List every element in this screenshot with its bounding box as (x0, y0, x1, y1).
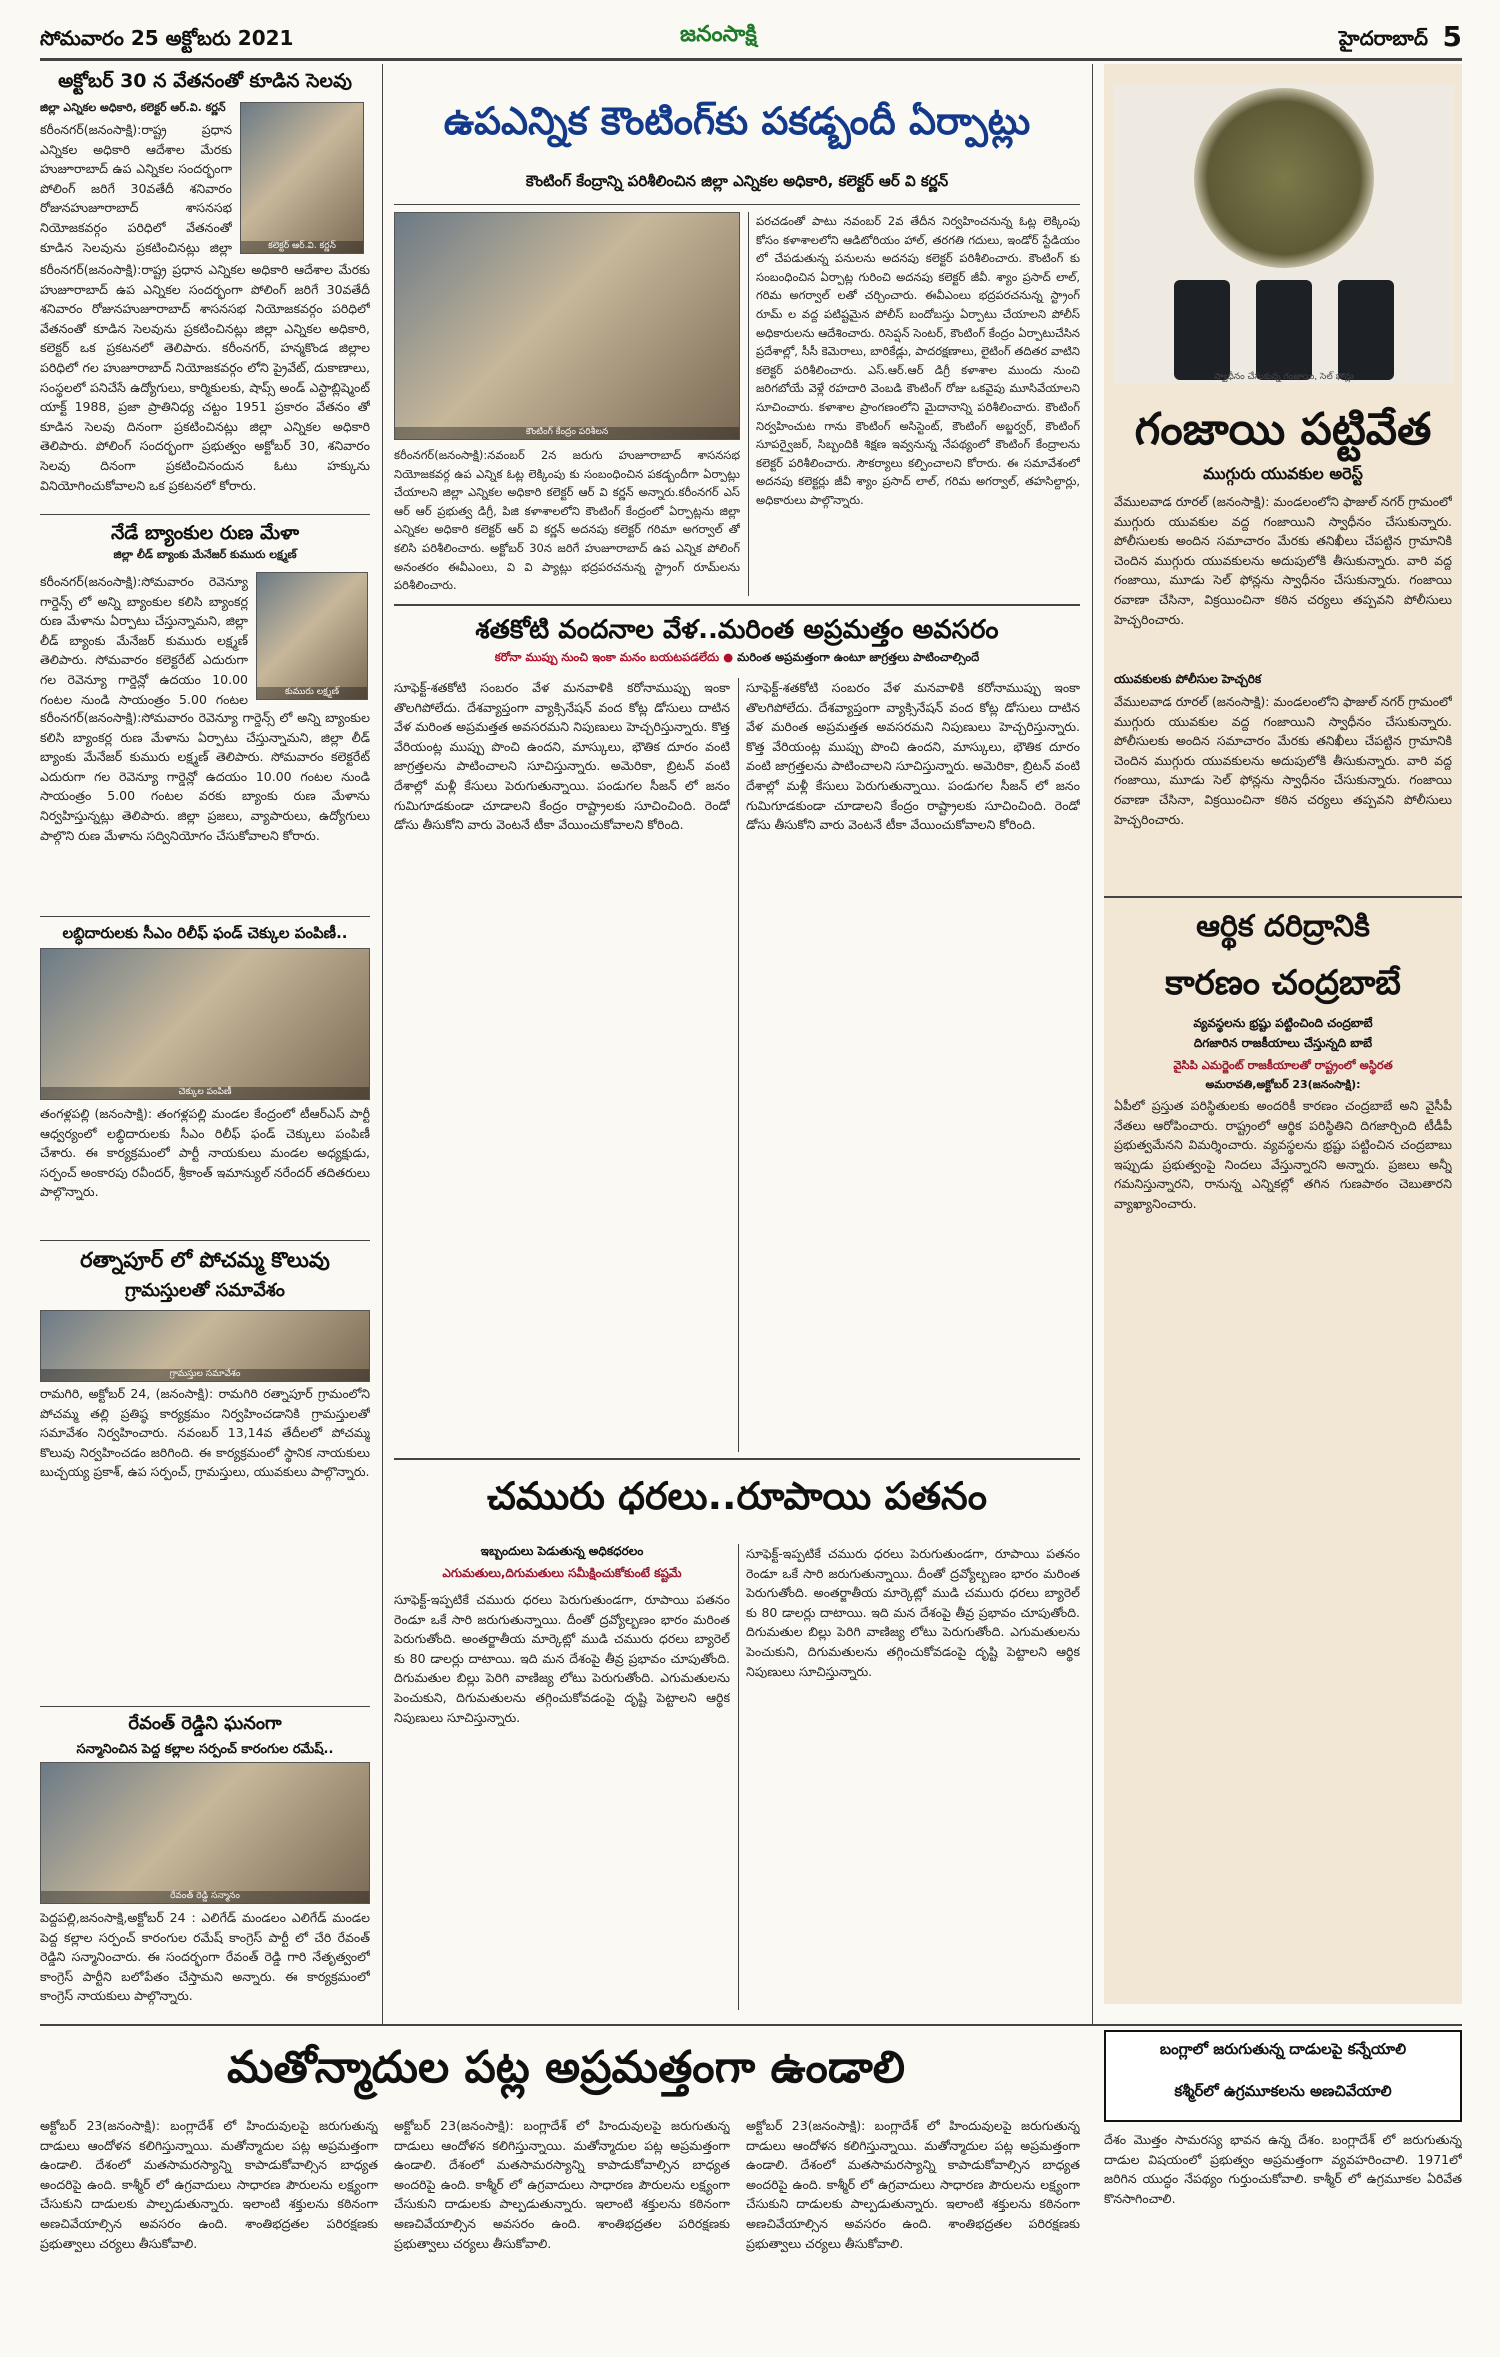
bottom-body-col2: అక్టోబర్ 23(జనంసాక్షి): బంగ్లాదేశ్ లో హిందువులపై జరుగుతున్న దాడులు ఆందోళన కలిగిస్తున్నాయి. మతోన్మాదుల పట్ల అప్రమత్తంగా ఉండాలి. దేశంలో మతసామరస్యాన్ని కాపాడుకోవాల్సిన బాధ్యత అందరిపై ఉంది. కాశ్మీర్ లో ఉగ్రవాదులు సాధారణ పౌరులను లక్ష్యంగా చేసుకుని దాడులకు పాల్పడుతున్నారు. ఇలాంటి శక్తులను కఠినంగా అణచివేయాల్సిన అవసరం ఉంది. శాంతిభద్రతల పరిరక్షణకు ప్రభుత్వాలు చర్యలు తీసుకోవాలి. (394, 2118, 730, 2251)
chandrababu-headline-1: ఆర్థిక దరిద్రానికి (1196, 909, 1370, 944)
page-header (40, 22, 1462, 56)
divider (1104, 896, 1462, 898)
chandrababu-byline: అమరావతి,అక్టోబర్ 23(జనంసాక్షి): (1205, 1078, 1361, 1091)
ganja-packet (1194, 88, 1374, 268)
main-headline: ఉపఎన్నిక కౌంటింగ్‌కు పకడ్బందీ ఏర్పాట్లు (443, 99, 1031, 143)
vaccine-deck-b: మరింత అప్రమత్తంగా ఉంటూ జాగ్రత్తలు పాటించాల్సిందే (737, 650, 980, 664)
holiday-headline: అక్టోబర్ 30 న వేతనంతో కూడిన సెలవు (58, 70, 352, 92)
vaccine-body-col2: సూఫెక్ట్-శతకోటి సంబరం వేళ మనవాళికి కరోనాముప్పు ఇంకా తొలగిపోలేదు. దేశవ్యాప్తంగా వ్యాక్సినేషన్ వంద కోట్ల డోసులు దాటిన వేళ మరింత అప్రమత్తత అవసరమని నిపుణులు హెచ్చరిస్తున్నారు. కొత్త వేరియంట్ల ముప్పు పొంచి ఉందని, మాస్కులు, భౌతిక దూరం వంటి జాగ్రత్తలను పాటించాలని సూచిస్తున్నారు. అమెరికా, బ్రిటన్ వంటి దేశాల్లో మళ్లీ కేసులు పెరుగుతున్నాయి. పండుగల సీజన్ లో జనం గుమిగూడకుండా చూడాలని కేంద్రం రాష్ట్రాలకు సూచించింది. రెండో డోసు తీసుకోని వారు వెంటనే టీకా వేయించుకోవాలని కోరింది. (746, 680, 1080, 833)
cheques-photo (40, 948, 370, 1100)
column-rule (382, 64, 383, 2024)
ganja-note: యువకులకు పోలీసుల హెచ్చరిక (1114, 672, 1262, 686)
loan-mela-body: కరీంనగర్(జనంసాక్షి):సోమవారం రెవెన్యూ గార్డెన్స్ లో అన్ని బ్యాంకుల కలిసి బ్యాంకర్ల రుణ మేళాను ఏర్పాటు చేస్తున్నామని, జిల్లా లీడ్ బ్యాంకు మేనేజర్ కుమురు లక్ష్మణ్ తెలిపారు. సోమవారం కలెక్టరేట్ ఎదురుగా గల రెవెన్యూ గార్డెన్లో ఉదయం 10.00 గంటల నుండి సాయంత్రం 5.00 గంటల (40, 574, 248, 707)
main-body: పరచడంతో పాటు నవంబర్ 2వ తేదీన నిర్వహించనున్న ఓట్ల లెక్కింపు కోసం కళాశాలలోని ఆడిటోరియం హాల్, తరగతి గదులు, ఇండోర్ స్టేడియం లో చేపడుతున్న పనులను అదనపు కలెక్టర్ పరిశీలించారు. కౌంటింగ్ కు సంబంధించిన ఏర్పాట్ల గురించి అదనపు కలెక్టర్ జీవీ. శ్యాం ప్రసాద్ లాల్, గరిమ అగర్వాల్ లతో చర్చించారు. ఈవీఎంలు భద్రపరచనున్న స్ట్రాంగ్ రూమ్ ల వద్ద పటిష్టమైన పోలీస్ బందోబస్తు ఏర్పాటు చేయాలని పోలీస్ అధికారులను ఆదేశించారు. రిసెప్షన్ సెంటర్, కౌంటింగ్ కేంద్రం ఏర్పాటుచేసిన ప్రదేశాల్లో, సీసీ కెమెరాలు, బారికేడ్లు, పాదరక్షణాలు, లైటింగ్ తదితర వాటిని కలెక్టర్ పరిశీలించారు. ఎస్.ఆర్.ఆర్ డిగ్రీ కళాశాల ముందు నుంచి జరిగబోయే వెళ్లే రహదారి వెంబడి కౌంటింగ్ రోజు ఒకవైపు మూసివేయాలని సూచించారు. కళాశాల ప్రాంగణంలోని మైదానాన్ని పరిశీలించారు. కౌంటింగ్ నిర్వహించుట గాను కౌంటింగ్ అసిస్టెంట్, కౌంటింగ్ అబ్జర్వర్, కౌంటింగ్ సూపర్వైజర్, సిబ్బందికి శిక్షణ ఇవ్వనున్న నేపథ్యంలో కౌంటింగ్ కేంద్రాలను కలెక్టర్ పరిశీలించారు. సౌకర్యాలు కల్పించాలని కోరారు. ఈ సమావేశంలో అదనపు కలెక్టర్లు జీవీ శ్యాం ప్రసాద్ లాల్, గరిమ అగర్వాల్, తహసిల్దార్లు, అధికారులు పాల్గొన్నారు. (756, 214, 1080, 507)
ganja-photo-alt: స్వాధీనం చేసుకున్న గంజాయి, సెల్ ఫోన్లు (1214, 372, 1354, 382)
revanth-headline: రేవంత్ రెడ్డిని ఘనంగా (128, 1713, 282, 1734)
cellphone (1256, 280, 1312, 380)
collector-photo (240, 102, 364, 254)
ganja-body: వేములవాడ రూరల్ (జనంసాక్షి): మండలంలోని ఫాజుల్ నగర్ గ్రామంలో ముగ్గురు యువకుల వద్ద గంజాయిని స్వాధీనం చేసుకున్నారు. పోలీసులకు అందిన సమాచారం మేరకు తనిఖీలు చేపట్టిన గ్రామానికి చెందిన ముగ్గురు యువకులను అదుపులోకి తీసుకున్నారు. వారి వద్ద గంజాయి, మూడు సెల్ ఫోన్లను స్వాధీనం చేసుకున్నారు. గంజాయి రవాణా చేసినా, విక్రయించినా కఠిన చర్యలు తప్పవని పోలీసులు హెచ్చరించారు. (1114, 494, 1452, 627)
bottom-box-body: దేశం మొత్తం సామరస్య భావన ఉన్న దేశం. బంగ్లాదేశ్ లో జరుగుతున్న దాడుల విషయంలో ప్రభుత్వం అప్రమత్తంగా వ్యవహరించాలి. 1971లో జరిగిన యుద్ధం నేపథ్యం గుర్తుంచుకోవాలి. కాశ్మీర్ లో ఉగ్రమూకల ఏరివేత కొనసాగించాలి. (1104, 2132, 1462, 2206)
holiday-body-cont: కరీంనగర్(జనంసాక్షి):రాష్ట్ర ప్రధాన ఎన్నికల అధికారి ఆదేశాల మేరకు హుజూరాబాద్ ఉప ఎన్నికల సందర్భంగా పోలింగ్ జరిగే 30వతేదీ శనివారం రోజునహుజూరాబాద్ శాసనసభ నియోజకవర్గం పరిధిలో వేతనంతో కూడిన సెలవును ప్రకటించినట్లు జిల్లా ఎన్నికల అధికారి, కలెక్టర్ ఒక ప్రకటనలో తెలిపారు. కరీంనగర్, హన్మకొండ జిల్లాల పరిధిలో గల హుజూరాబాద్ నియోజకవర్గం లోని ప్రైవేట్, దుకాణాలు, సంస్థలలో పనిచేసే ఉద్యోగులు, కార్మికులకు, షాప్స్ అండ్ ఎస్టాబ్లిష్మెంట్ యాక్ట్ 1988, ప్రజా ప్రాతినిధ్య చట్టం 1951 ప్రకారం వేతనం తో కూడిన సెలవు దినంగా ప్రకటించినట్లు జిల్లా ఎన్నికల అధికారి తెలిపారు. పోలింగ్ సందర్భంగా ప్రభుత్వం అక్టోబర్ 30, శనివారం సెలవు దినంగా ప్రకటించినందున ఓటు హక్కును వినియోగించుకోవాలని ఒక ప్రకటనలో కోరారు. (40, 262, 370, 493)
revanth-subhead: సన్మానించిన పెద్ద కల్లాల సర్పంచ్ కారంగుల రమేష్.. (76, 1742, 334, 1757)
loan-mela-headline: నేడే బ్యాంకుల రుణ మేళా (110, 522, 300, 544)
revanth-photo-alt: రేవంత్ రెడ్డి సన్మానం (41, 1891, 369, 1903)
vaccine-deck-a: కరోనా ముప్పు నుంచి ఇంకా మనం బయటపడలేదు (494, 650, 720, 664)
bullet: ● (723, 650, 738, 664)
chandrababu-deck-2: దిగజారిన రాజకీయాలు చేస్తున్నది బాబే (1193, 1036, 1373, 1050)
counting-center-photo (394, 212, 740, 440)
divider (40, 1240, 370, 1241)
column-rule (748, 212, 749, 596)
oil-body-col2: సూఫెక్ట్-ఇప్పటికే చమురు ధరలు పెరుగుతుండగా, రూపాయి పతనం రెండూ ఒకే సారి జరుగుతున్నాయి. దీంతో ద్రవ్యోల్బణం భారం మరింత పెరుగుతోంది. అంతర్జాతీయ మార్కెట్లో ముడి చమురు ధరలు బ్యారెల్ కు 80 డాలర్లు దాటాయి. ఇది మన దేశంపై తీవ్ర ప్రభావం చూపుతోంది. దిగుమతుల బిల్లు పెరిగి వాణిజ్య లోటు పెరుగుతోంది. ఎగుమతులను పెంచుకుని, దిగుమతులను తగ్గించుకోవడంపై దృష్టి పెట్టాలని ఆర్థిక నిపుణులు సూచిస్తున్నారు. (746, 1546, 1080, 1679)
manager-photo (256, 572, 368, 700)
loan-mela-body-cont: కరీంనగర్(జనంసాక్షి):సోమవారం రెవెన్యూ గార్డెన్స్ లో అన్ని బ్యాంకుల కలిసి బ్యాంకర్ల రుణ మేళాను ఏర్పాటు చేస్తున్నామని, జిల్లా లీడ్ బ్యాంకు మేనేజర్ కుమురు లక్ష్మణ్ తెలిపారు. సోమవారం కలెక్టరేట్ ఎదురుగా గల రెవెన్యూ గార్డెన్లో ఉదయం 10.00 గంటల నుండి సాయంత్రం 5.00 గంటల వరకు బ్యాంకు రుణ మేళాను నిర్వహిస్తున్నట్లు తెలిపారు. జిల్లా ప్రజలు, వ్యాపారులు, ఉద్యోగులు పాల్గొని రుణ మేళాను సద్వినియోగం చేసుకోవాలని కోరారు. (40, 710, 370, 843)
loan-mela-byline: జిల్లా లీడ్ బ్యాంకు మేనేజర్ కుమురు లక్ష్మణ్ (113, 548, 297, 561)
oil-deck-b: ఎగుమతులు,దిగుమతులు సమీక్షించుకోకుంటే కష్టమే (442, 1566, 682, 1580)
page-number: 5 (1442, 20, 1462, 53)
chandrababu-deck-3: వైసిపి ఎమర్జెంట్ రాజకీయాలతో రాష్ట్రంలో అస్థిరత (1173, 1058, 1393, 1072)
divider (394, 204, 1080, 205)
vaccine-headline: శతకోటి వందనాల వేళ..మరింత అప్రమత్తం అవసరం (475, 615, 999, 645)
vaccine-deck-row (394, 650, 1080, 672)
revanth-body: పెద్దపల్లి,జనంసాక్షి,అక్టోబర్ 24 : ఎలిగేడ్ మండలం ఎలిగేడ్ మండల పెద్ద కల్లాల సర్పంచ్ కారంగుల రమేష్ కాంగ్రెస్ పార్టీ లో చేరి రేవంత్ రెడ్డిని సన్మానించారు. ఈ సందర్భంగా రేవంత్ రెడ్డి గారి నేతృత్వంలో కాంగ్రెస్ పార్టీని బలోపేతం చేస్తామని అన్నారు. ఈ కార్యక్రమంలో కాంగ్రెస్ నాయకులు పాల్గొన్నారు. (40, 1910, 370, 2004)
ganja-body-cont: వేములవాడ రూరల్ (జనంసాక్షి): మండలంలోని ఫాజుల్ నగర్ గ్రామంలో ముగ్గురు యువకుల వద్ద గంజాయిని స్వాధీనం చేసుకున్నారు. పోలీసులకు అందిన సమాచారం మేరకు తనిఖీలు చేపట్టిన గ్రామానికి చెందిన ముగ్గురు యువకులను అదుపులోకి తీసుకున్నారు. వారి వద్ద గంజాయి, మూడు సెల్ ఫోన్లను స్వాధీనం చేసుకున్నారు. గంజాయి రవాణా చేసినా, విక్రయించినా కఠిన చర్యలు తప్పవని పోలీసులు హెచ్చరించారు. (1114, 694, 1452, 827)
bottom-side-box (1104, 2030, 1462, 2122)
chandrababu-body: ఏపీలో ప్రస్తుత పరిస్థితులకు అందరికీ కారణం చంద్రబాబే అని వైసీపీ నేతలు ఆరోపించారు. రాష్ట్రంలో ఆర్థిక పరిస్థితిని దిగజార్చింది టీడీపీ ప్రభుత్వమేనని విమర్శించారు. వ్యవస్థలను భ్రష్టు పట్టించిన చంద్రబాబు ఇప్పుడు ప్రభుత్వంపై నిందలు వేస్తున్నారని అన్నారు. ప్రజలు అన్నీ గమనిస్తున్నారని, రానున్న ఎన్నికల్లో తగిన గుణపాఠం చెబుతారని వ్యాఖ్యానించారు. (1114, 1098, 1452, 1211)
cellphone (1174, 280, 1230, 380)
divider (40, 514, 370, 515)
pochamma-body: రామగిరి, అక్టోబర్ 24, (జనంసాక్షి): రామగిరి రత్నాపూర్ గ్రామంలోని పోచమ్మ తల్లి ప్రతిష్ఠ కార్యక్రమం నిర్వహించడానికి గ్రామస్తులతో సమావేశం నిర్వహించారు. నవంబర్ 13,14వ తేదీలలో పోచమ్మ కొలువు నిర్వహించడం జరిగింది. ఈ కార్యక్రమంలో స్థానిక నాయకులు బుచ్చయ్య ప్రకాశ్, ఉప సర్పంచ్, గ్రామస్తులు, యువకులు పాల్గొన్నారు. (40, 1386, 370, 1480)
column-rule (738, 1544, 739, 2010)
cheques-photo-alt: చెక్కుల పంపిణీ (41, 1087, 369, 1099)
section-rule (40, 2024, 1462, 2026)
ganja-subhead: ముగ్గురు యువకుల అరెస్ట్ (1203, 464, 1363, 483)
manager-photo-alt: కుమురు లక్ష్మణ్ (257, 687, 367, 699)
collector-photo-alt: కలెక్టర్ ఆర్.వి. కర్ణన్ (241, 241, 363, 253)
main-caption: కరీంనగర్(జనంసాక్షి):నవంబర్ 2న జరుగు హుజూరాబాద్ శాసనసభ నియోజకవర్గ ఉప ఎన్నిక ఓట్ల లెక్కింపు కు సంబంధించిన పకడ్బందీగా ఏర్పాట్లు చేయాలని జిల్లా ఎన్నికల అధికారి కలెక్టర్ ఆర్ వి కర్ణన్ అన్నారు.కరీంనగర్ ఎస్ ఆర్ ఆర్ ప్రభుత్వ డిగ్రీ, పిజి కళాశాలలోని కౌంటింగ్ కేంద్రంలో ఏర్పాట్లను జిల్లా ఎన్నికల అధికారి కలెక్టర్ ఆర్ వి కర్ణన్ అదనపు కలెక్టర్ గరిమా అగర్వాల్ తో కలిసి పరిశీలించారు. అక్టోబర్ 30న జరిగే హుజూరాబాద్ ఉప ఎన్నిక పోలింగ్ అనంతరం ఈవీఎంలు, వి వి ప్యాట్లు భద్రపరచనున్న స్ట్రాంగ్ రూమ్‌లను పరిశీలించారు. (394, 448, 740, 593)
right-column (1104, 64, 1462, 2004)
cmrf-body: తంగళ్లపల్లి (జనంసాక్షి): తంగళ్లపల్లి మండల కేంద్రంలో టీఆర్ఎస్ పార్టీ ఆధ్వర్యంలో లబ్ధిదారులకు సీఎం రిలీఫ్ ఫండ్ చెక్కులు పంపిణీ చేశారు. ఈ కార్యక్రమంలో పార్టీ నాయకులు మండల అధ్యక్షుడు, సర్పంచ్ అంకారపు రవీందర్, శ్రీకాంత్ ఇమాన్యుల్ నరేందర్ తదితరులు పాల్గొన్నారు. (40, 1106, 370, 1200)
left-column (40, 64, 370, 2028)
bottom-box-line-1: బంగ్లాలో జరుగుతున్న దాడులపై కన్నేయాలి (1159, 2040, 1407, 2058)
vaccine-body-col1: సూఫెక్ట్-శతకోటి సంబరం వేళ మనవాళికి కరోనాముప్పు ఇంకా తొలగిపోలేదు. దేశవ్యాప్తంగా వ్యాక్సినేషన్ వంద కోట్ల డోసులు దాటిన వేళ మరింత అప్రమత్తత అవసరమని నిపుణులు హెచ్చరిస్తున్నారు. కొత్త వేరియంట్ల ముప్పు పొంచి ఉందని, మాస్కులు, భౌతిక దూరం వంటి జాగ్రత్తలను పాటించాలని సూచిస్తున్నారు. అమెరికా, బ్రిటన్ వంటి దేశాల్లో మళ్లీ కేసులు పెరుగుతున్నాయి. పండుగల సీజన్ లో జనం గుమిగూడకుండా చూడాలని కేంద్రం రాష్ట్రాలకు సూచించింది. రెండో డోసు తీసుకోని వారు వెంటనే టీకా వేయించుకోవాలని కోరింది. (394, 680, 730, 833)
bottom-box-line-2: కశ్మీర్‌లో ఉగ్రమూకలను అణచివేయాలి (1174, 2082, 1392, 2100)
oil-deck-a: ఇబ్బందులు పెడుతున్న అధికధరలం (480, 1544, 644, 1558)
meeting-photo (40, 1310, 370, 1382)
seized-items-photo (1114, 84, 1454, 384)
revanth-photo (40, 1762, 370, 1904)
paper-logo: జనంసాక్షి (680, 22, 757, 47)
pochamma-subhead: గ్రామస్తులతో సమావేశం (125, 1280, 285, 1301)
pochamma-headline: రత్నాపూర్ లో పోచమ్మ కొలువు (80, 1248, 330, 1272)
counting-photo-alt: కౌంటింగ్ కేంద్రం పరిశీలన (395, 427, 739, 439)
cmrf-headline: లబ్ధిదారులకు సీఎం రిలీఫ్ ఫండ్ చెక్కుల పంపిణీ.. (62, 924, 348, 942)
bottom-body-col3: అక్టోబర్ 23(జనంసాక్షి): బంగ్లాదేశ్ లో హిందువులపై జరుగుతున్న దాడులు ఆందోళన కలిగిస్తున్నాయి. మతోన్మాదుల పట్ల అప్రమత్తంగా ఉండాలి. దేశంలో మతసామరస్యాన్ని కాపాడుకోవాల్సిన బాధ్యత అందరిపై ఉంది. కాశ్మీర్ లో ఉగ్రవాదులు సాధారణ పౌరులను లక్ష్యంగా చేసుకుని దాడులకు పాల్పడుతున్నారు. ఇలాంటి శక్తులను కఠినంగా అణచివేయాల్సిన అవసరం ఉంది. శాంతిభద్రతల పరిరక్షణకు ప్రభుత్వాలు చర్యలు తీసుకోవాలి. (746, 2118, 1080, 2251)
divider (40, 1706, 370, 1707)
section-rule (394, 604, 1080, 606)
meeting-photo-alt: గ్రామస్తుల సమావేశం (41, 1369, 369, 1381)
bottom-headline: మతోన్మాదుల పట్ల అప్రమత్తంగా ఉండాలి (226, 2042, 905, 2093)
ganja-headline: గంజాయి పట్టివేత (1134, 404, 1432, 455)
oil-body-col1: సూఫెక్ట్-ఇప్పటికే చమురు ధరలు పెరుగుతుండగా, రూపాయి పతనం రెండూ ఒకే సారి జరుగుతున్నాయి. దీంతో ద్రవ్యోల్బణం భారం మరింత పెరుగుతోంది. అంతర్జాతీయ మార్కెట్లో ముడి చమురు ధరలు బ్యారెల్ కు 80 డాలర్లు దాటాయి. ఇది మన దేశంపై తీవ్ర ప్రభావం చూపుతోంది. దిగుమతుల బిల్లు పెరిగి వాణిజ్య లోటు పెరుగుతోంది. ఎగుమతులను పెంచుకుని, దిగుమతులను తగ్గించుకోవడంపై దృష్టి పెట్టాలని ఆర్థిక నిపుణులు సూచిస్తున్నారు. (394, 1592, 730, 1725)
oil-headline: చమురు ధరలు..రూపాయి పతనం (486, 1474, 987, 1518)
bottom-body-col1: అక్టోబర్ 23(జనంసాక్షి): బంగ్లాదేశ్ లో హిందువులపై జరుగుతున్న దాడులు ఆందోళన కలిగిస్తున్నాయి. మతోన్మాదుల పట్ల అప్రమత్తంగా ఉండాలి. దేశంలో మతసామరస్యాన్ని కాపాడుకోవాల్సిన బాధ్యత అందరిపై ఉంది. కాశ్మీర్ లో ఉగ్రవాదులు సాధారణ పౌరులను లక్ష్యంగా చేసుకుని దాడులకు పాల్పడుతున్నారు. ఇలాంటి శక్తులను కఠినంగా అణచివేయాల్సిన అవసరం ఉంది. శాంతిభద్రతల పరిరక్షణకు ప్రభుత్వాలు చర్యలు తీసుకోవాలి. (40, 2118, 378, 2251)
holiday-byline: జిల్లా ఎన్నికల అధికారి, కలెక్టర్ ఆర్.వి. కర్ణన్ (40, 101, 226, 114)
cellphone (1338, 280, 1394, 380)
column-rule (1092, 64, 1093, 2024)
holiday-body: కరీంనగర్(జనంసాక్షి):రాష్ట్ర ప్రధాన ఎన్నికల అధికారి ఆదేశాల మేరకు హుజూరాబాద్ ఉప ఎన్నికల సందర్భంగా పోలింగ్ జరిగే 30వతేదీ శనివారం రోజునహుజూరాబాద్ శాసనసభ నియోజకవర్గం పరిధిలో వేతనంతో కూడిన సెలవును ప్రకటించినట్లు జిల్లా (40, 122, 232, 255)
city-name: హైదరాబాద్ (1338, 26, 1428, 50)
main-deck: కౌంటింగ్ కేంద్రాన్ని పరిశీలించిన జిల్లా ఎన్నికల అధికారి, కలెక్టర్ ఆర్ వి కర్ణన్ (525, 172, 949, 190)
chandrababu-headline-2: కారణం చంద్రబాబే (1165, 963, 1401, 1003)
header-rule (40, 58, 1462, 61)
section-rule (394, 1458, 1080, 1460)
issue-date: సోమవారం 25 అక్టోబరు 2021 (40, 26, 294, 50)
column-rule (738, 678, 739, 1452)
divider (40, 916, 370, 917)
chandrababu-deck-1: వ్యవస్థలను భ్రష్టు పట్టించింది చంద్రబాబే (1193, 1016, 1373, 1030)
